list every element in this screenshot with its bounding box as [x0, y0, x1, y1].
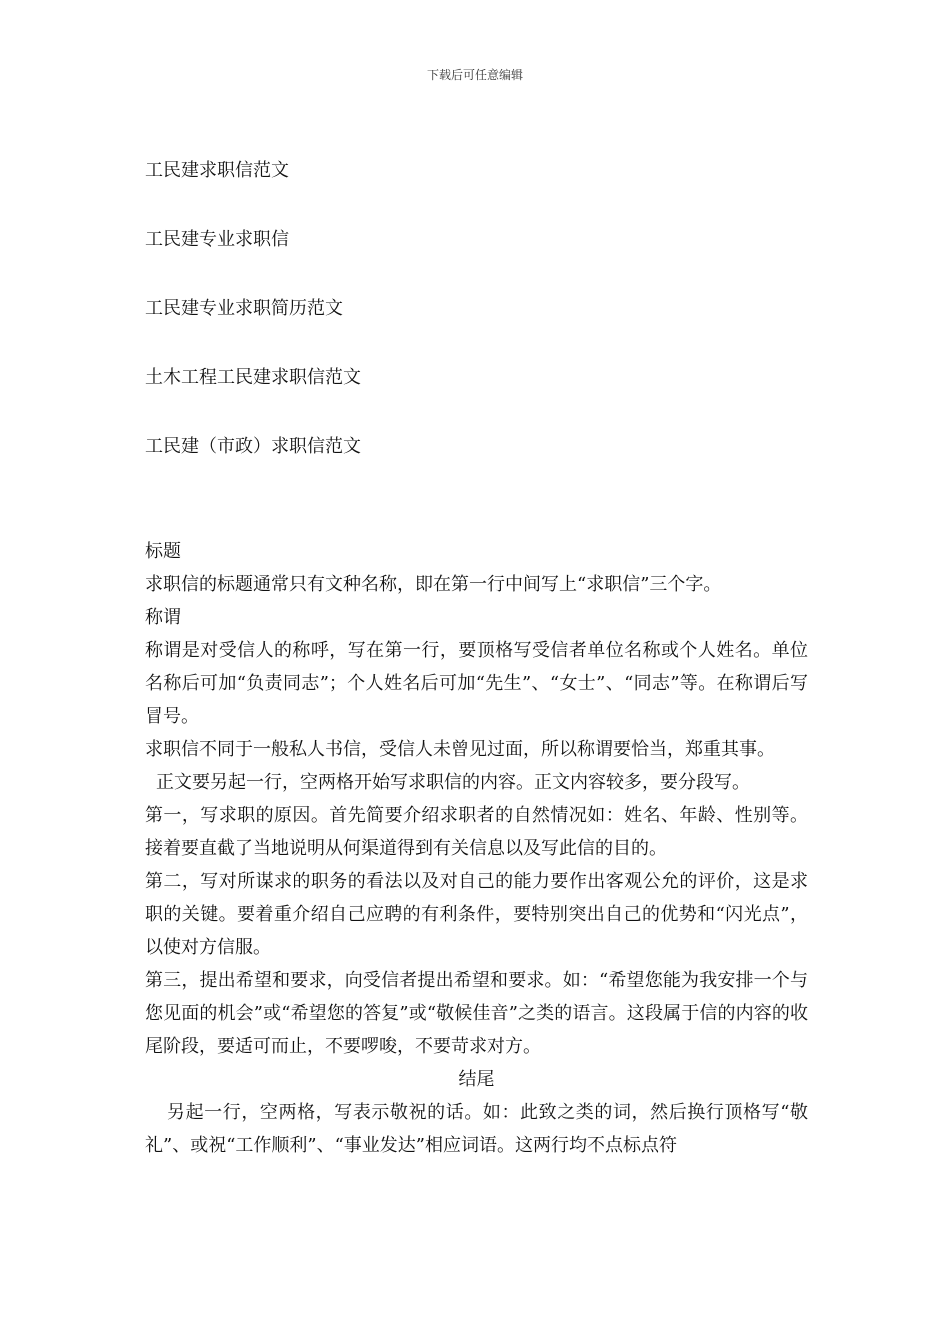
related-title-item: 工民建（市政）求职信范文	[145, 436, 361, 457]
related-title-item: 工民建专业求职简历范文	[145, 298, 343, 319]
closing-description: 另起一行，空两格，写表示敬祝的话。如：此致之类的词，然后换行顶格写“敬礼”、或祝“工作顺利”、“事业发达”相应词语。这两行均不点标点符	[145, 1102, 808, 1156]
salutation-note: 求职信不同于一般私人书信，受信人未曾见过面，所以称谓要恰当，郑重其事。	[145, 739, 775, 760]
point-three: 第三，提出希望和要求，向受信者提出希望和要求。如：“希望您能为我安排一个与您见面的机会”或“希望您的答复”或“敬候佳音”之类的语言。这段属于信的内容的收尾阶段，要适可而止，不要啰唆，不要苛求对方。	[145, 970, 808, 1057]
point-two: 第二，写对所谋求的职务的看法以及对自己的能力要作出客观公允的评价，这是求职的关键。要着重介绍自己应聘的有利条件，要特别突出自己的优势和“闪光点”，以使对方信服。	[145, 871, 808, 958]
section-heading-salutation: 称谓	[145, 607, 181, 628]
related-title-list	[145, 156, 825, 501]
section-heading-title: 标题	[145, 541, 181, 562]
body-intro: 正文要另起一行，空两格开始写求职信的内容。正文内容较多，要分段写。	[156, 772, 750, 793]
section-heading-closing: 结尾	[458, 1069, 495, 1090]
header-note: 下载后可任意编辑	[426, 68, 523, 82]
related-title-item: 工民建求职信范文	[145, 160, 289, 181]
related-title-item: 土木工程工民建求职信范文	[145, 367, 361, 388]
body-text	[145, 535, 808, 1162]
title-description: 求职信的标题通常只有文种名称，即在第一行中间写上“求职信”三个字。	[145, 574, 722, 595]
related-title-item: 工民建专业求职信	[145, 229, 289, 250]
salutation-description: 称谓是对受信人的称呼，写在第一行，要顶格写受信者单位名称或个人姓名。单位名称后可加“负责同志”；个人姓名后可加“先生”、“女士”、“同志”等。在称谓后写冒号。	[145, 640, 808, 727]
point-one: 第一，写求职的原因。首先简要介绍求职者的自然情况如：姓名、年龄、性别等。接着要直截了当地说明从何渠道得到有关信息以及写此信的目的。	[145, 805, 808, 859]
